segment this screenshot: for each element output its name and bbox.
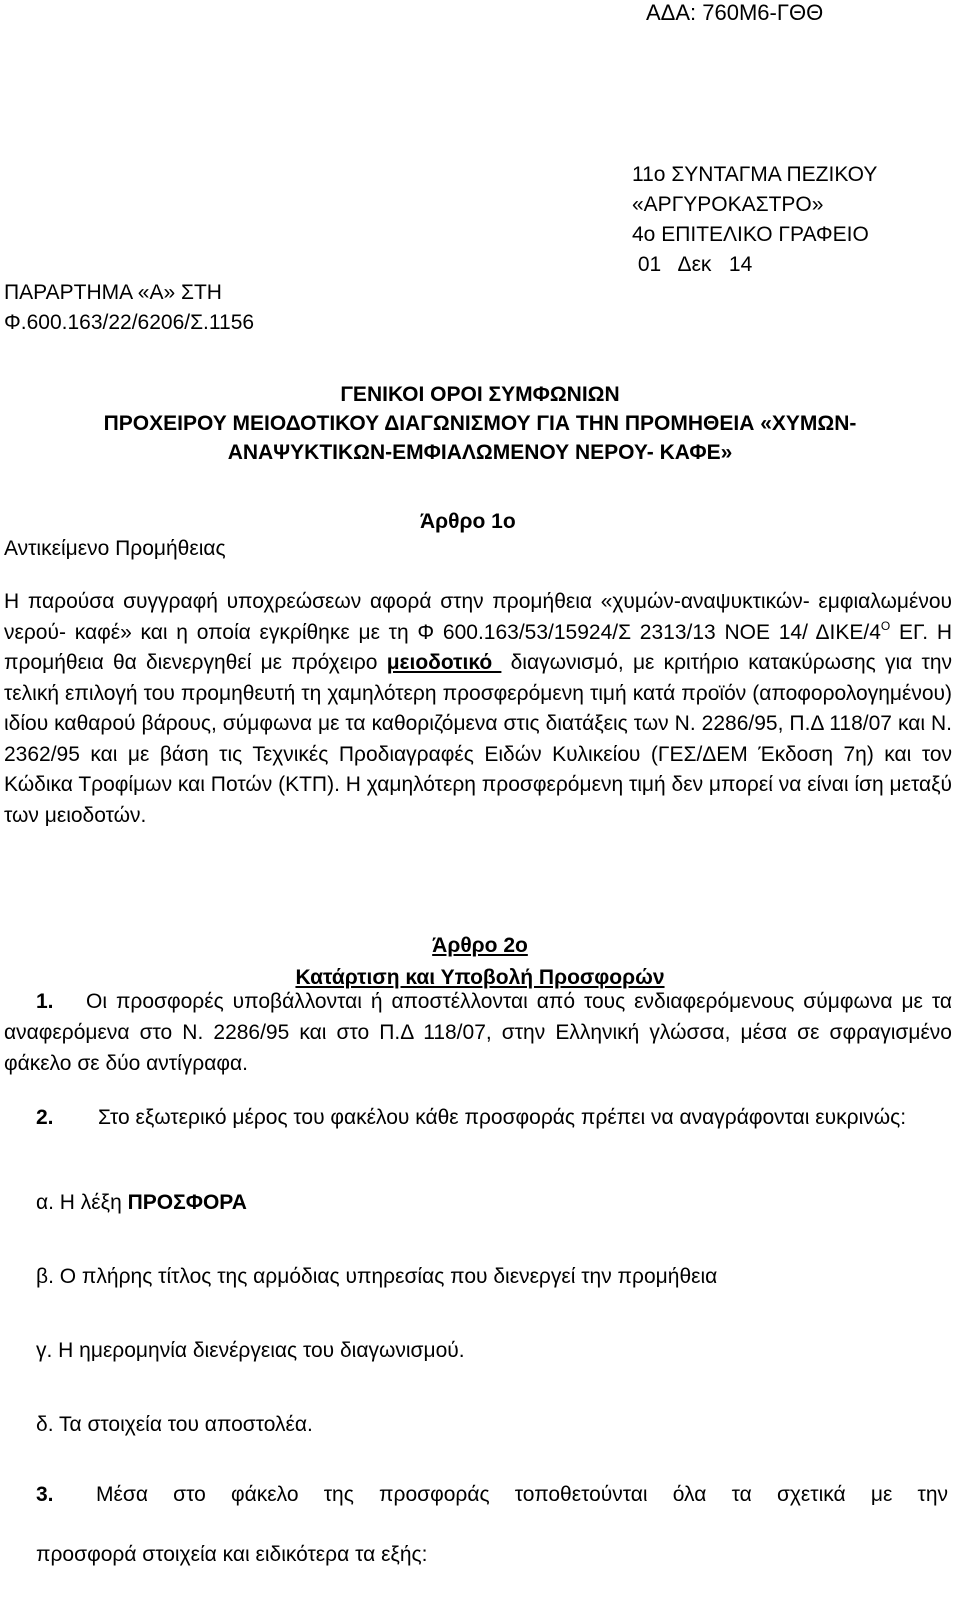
item-text: Στο εξωτερικό μέρος του φακέλου κάθε προσφοράς πρέπει να αναγράφονται ευκρινώς: [98, 1106, 907, 1129]
annex-reference [4, 278, 254, 338]
article-1-paragraph [4, 587, 958, 831]
unit-line: «ΑΡΓΥΡΟΚΑΣΤΡΟ» [632, 193, 824, 216]
item-text: Οι προσφορές υποβάλλονται ή αποστέλλονται από τους ενδιαφερόμενους σύμφωνα με τα αναφερόμενα στο Ν. 2286/95 και στο Π.Δ 118/07, στην Ελληνική γλώσσα, μέσα σε σφραγισμένο φάκελο σε δύο αντίγραφα. [4, 990, 952, 1075]
annex-line: Φ.600.163/22/6206/Σ.1156 [4, 311, 255, 334]
document-date: 01 Δεκ 14 [632, 253, 753, 276]
sub-item-text: α. Η λέξη [36, 1191, 128, 1214]
paragraph-text: διαγωνισμό, με κριτήριο κατακύρωσης για την τελική επιλογή του προμηθευτή τη χαμηλότερη προσφερόμενη τιμή κατά προϊόν (αποφορολογημένου) ιδίου καθαρού βάρους, σύμφωνα με τα καθοριζόμενα στις διατάξεις των Ν. 2286/95, Π.Δ 118/07 και Ν. 2362/95 και με βάση τις Τεχνικές Προδιαγραφές Ειδών Κυλικείου (ΓΕΣ/ΔΕΜ Έκδοση 7η) και τον Κώδικα Τροφίμων και Ποτών (ΚΤΠ). Η χαμηλότερη προσφερόμενη τιμή δεν μπορεί να είναι ίση μεταξύ των μειοδοτών. [4, 651, 952, 827]
sub-item-a [36, 1190, 247, 1215]
title-line: ΓΕΝΙΚΟΙ ΟΡΟΙ ΣΥΜΦΩΝΙΩΝ [340, 383, 620, 406]
item-number: 2. [36, 1106, 54, 1129]
emphasis-underlined: μειοδοτικό [386, 651, 502, 674]
document-title [0, 380, 960, 467]
article-2-item-2 [4, 1102, 952, 1133]
ada-code: ΑΔΑ: 760Μ6-ΓΘΘ [646, 0, 824, 25]
article-2-item-3 [36, 1482, 948, 1507]
article-2-heading: Άρθρο 2ο [432, 934, 528, 957]
article-1-subject: Αντικείμενο Προμήθειας [4, 537, 226, 560]
sub-item-d: δ. Τα στοιχεία του αποστολέα. [36, 1413, 313, 1436]
article-2-heading-block [0, 930, 960, 994]
sub-item-c: γ. Η ημερομηνία διενέργειας του διαγωνισμού. [36, 1339, 465, 1362]
article-2-subheading: Κατάρτιση και Υποβολή Προσφορών [295, 966, 665, 989]
unit-line: 11ο ΣΥΝΤΑΓΜΑ ΠΕΖΙΚΟΥ [632, 163, 878, 186]
article-1-heading: Άρθρο 1ο [420, 510, 516, 533]
superscript: Ο [880, 618, 891, 633]
item-text: Μέσα στο φάκελο της προσφοράς τοποθετούνται όλα τα σχετικά με την [96, 1483, 948, 1506]
item-3-continuation: προσφορά στοιχεία και ειδικότερα τα εξής: [36, 1543, 428, 1566]
item-number: 1. [36, 990, 54, 1013]
paragraph-text: Η παρούσα συγγραφή υποχρεώσεων αφορά στην προμήθεια «χυμών-αναψυκτικών- εμφιαλωμένου νερού- καφέ» και η οποία εγκρίθηκε με τη Φ 600.163/53/15924/Σ 2313/13 ΝΟΕ 14/ ΔΙΚΕ/4 [4, 590, 952, 644]
issuing-unit [632, 160, 877, 280]
unit-line: 4ο ΕΠΙΤΕΛΙΚΟ ΓΡΑΦΕΙΟ [632, 223, 869, 246]
title-line: ΑΝΑΨΥΚΤΙΚΩΝ-ΕΜΦΙΑΛΩΜΕΝΟΥ ΝΕΡΟΥ- ΚΑΦΕ» [227, 441, 733, 464]
sub-item-bold: ΠΡΟΣΦΟΡΑ [127, 1191, 247, 1214]
article-2-item-1 [4, 986, 952, 1079]
paragraph-text: ΕΓ. Η προμήθεια θα διενεργηθεί με πρόχειρο [4, 620, 958, 674]
item-number: 3. [36, 1483, 54, 1506]
sub-item-b: β. Ο πλήρης τίτλος της αρμόδιας υπηρεσίας που διενεργεί την προμήθεια [36, 1265, 718, 1288]
annex-line: ΠΑΡΑΡΤΗΜΑ «Α» ΣΤΗ [4, 281, 222, 304]
title-line: ΠΡΟΧΕΙΡΟΥ ΜΕΙΟΔΟΤΙΚΟΥ ΔΙΑΓΩΝΙΣΜΟΥ ΓΙΑ ΤΗΝ ΠΡΟΜΗΘΕΙΑ «ΧΥΜΩΝ- [103, 412, 857, 435]
